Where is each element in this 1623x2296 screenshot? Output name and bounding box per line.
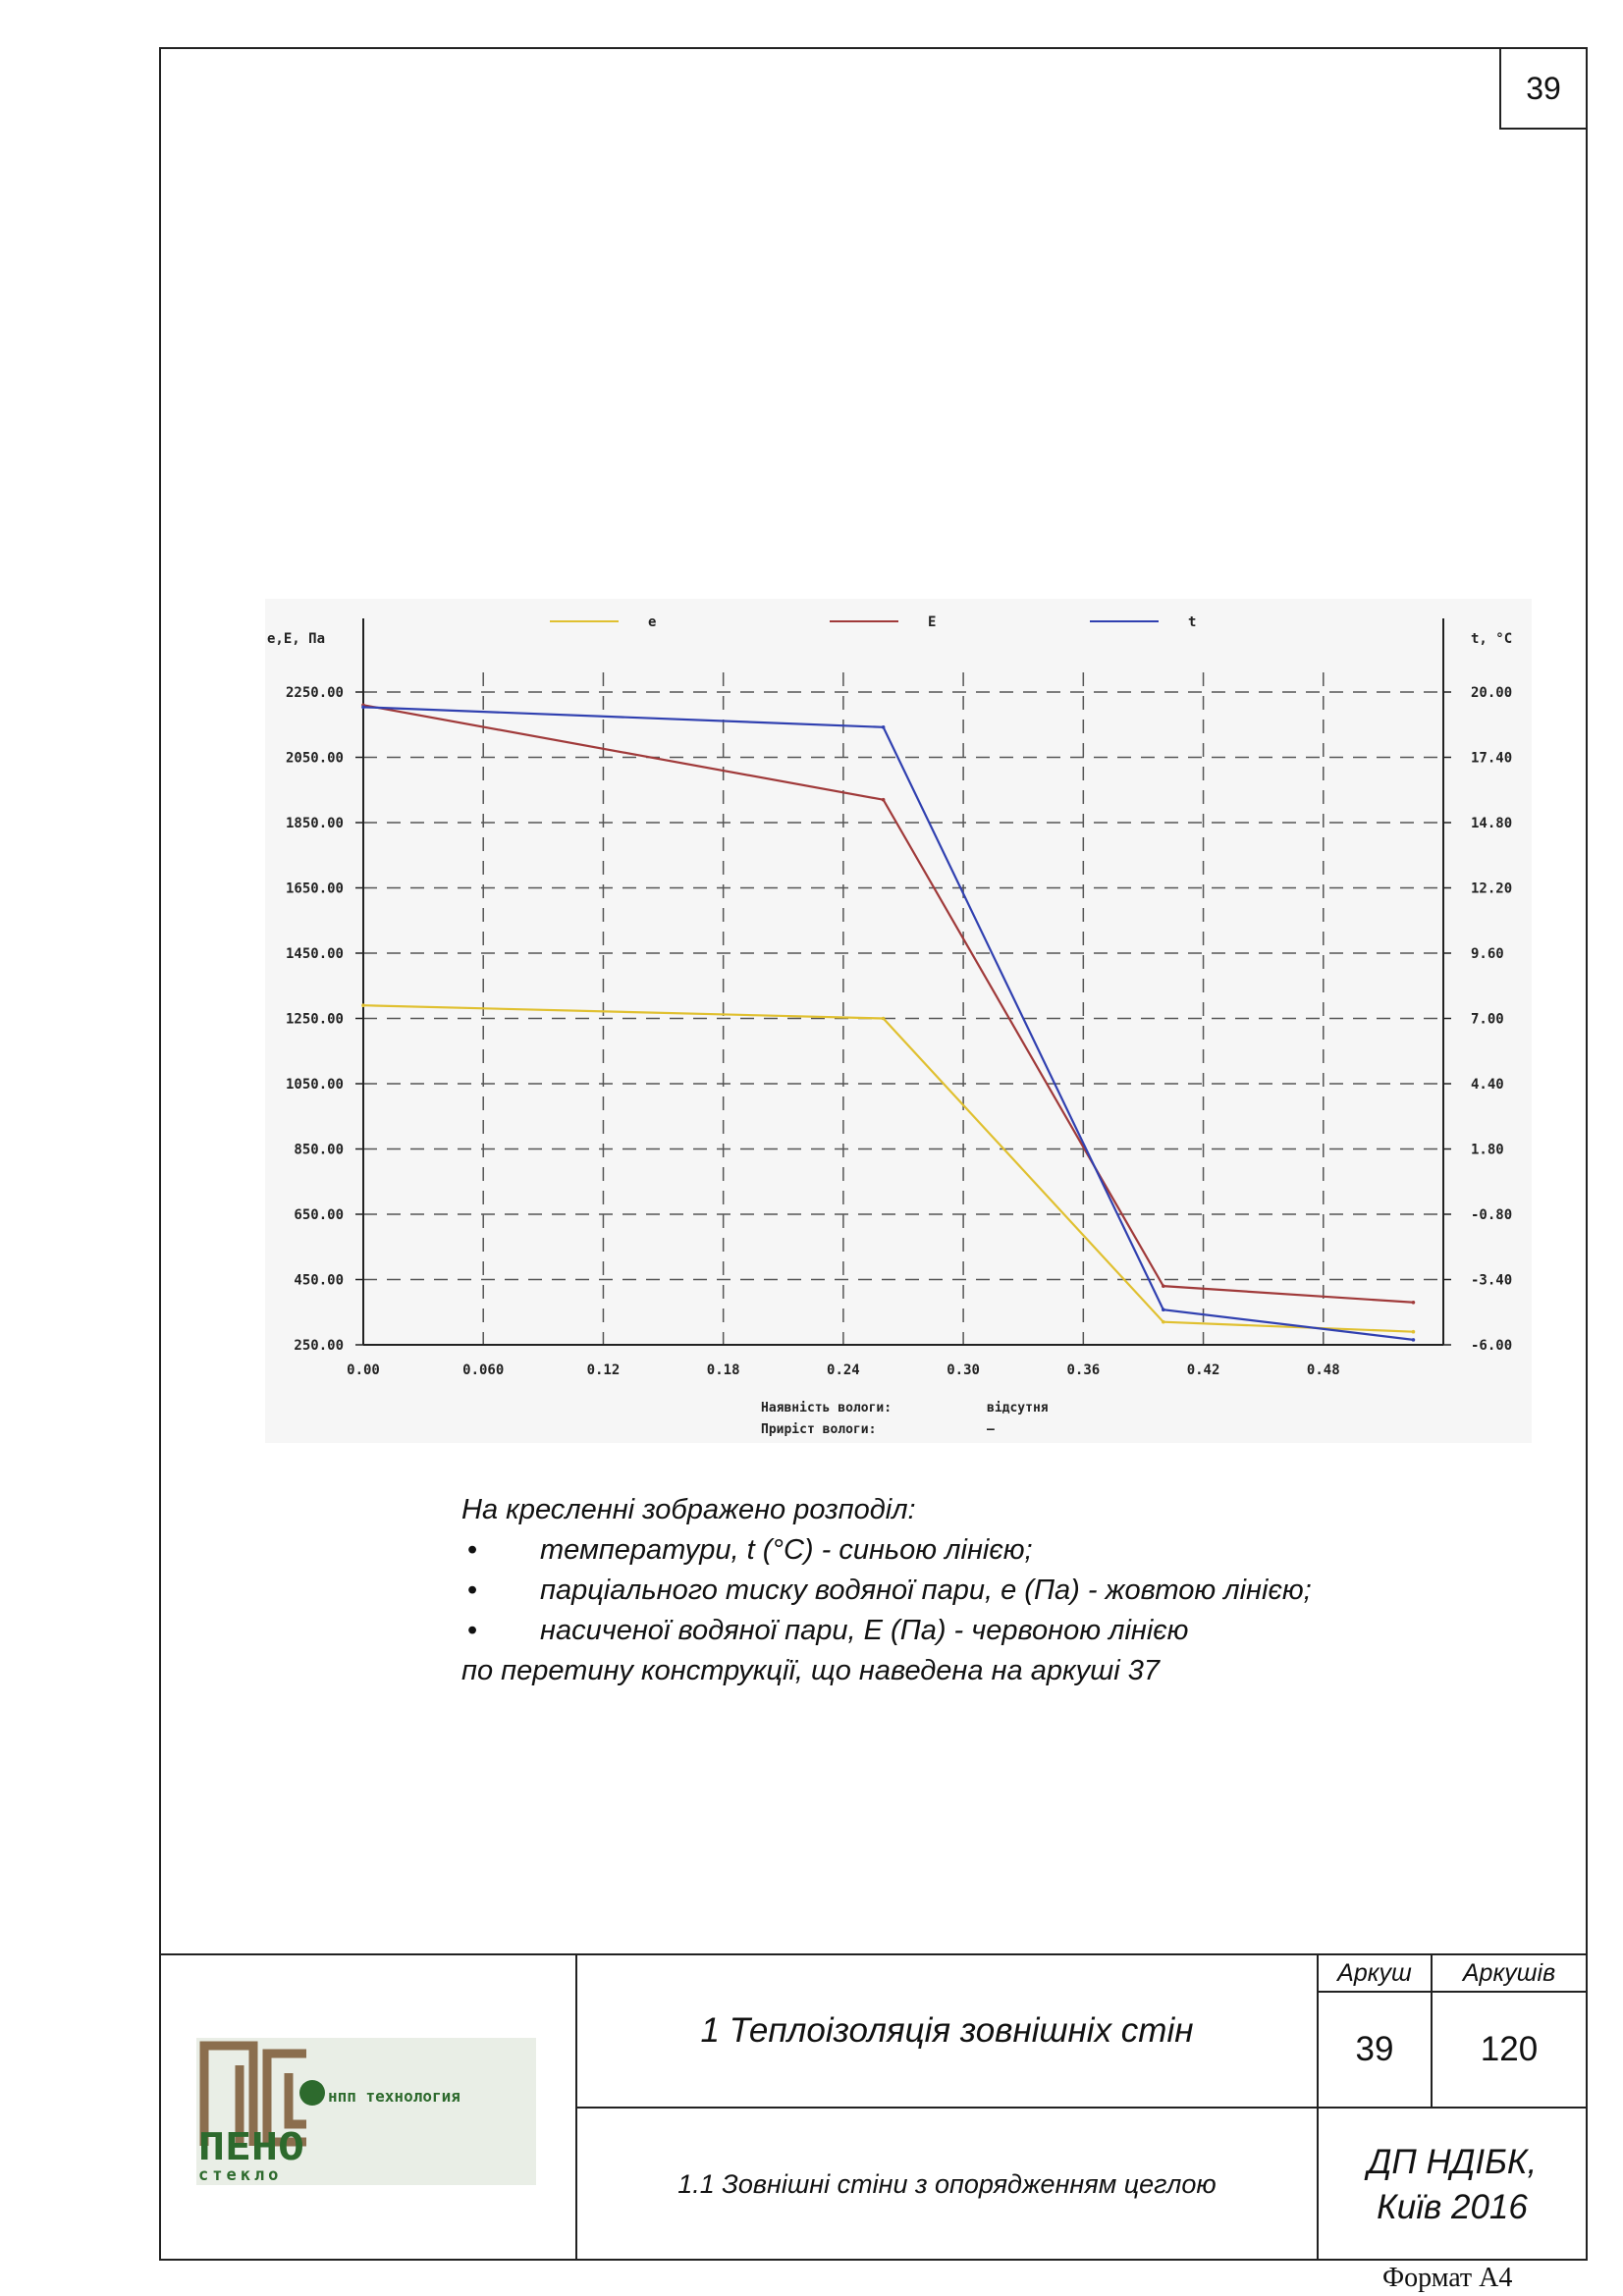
logo-text-sub: стекло <box>198 2165 283 2185</box>
page-number: 39 <box>1499 49 1586 130</box>
annotation-value: відсутня <box>987 1401 1049 1415</box>
y-left-axis-label: e,E, Па <box>267 631 326 647</box>
y-right-tick-label: 7.00 <box>1471 1011 1504 1028</box>
sheet-label: Аркуш <box>1319 1955 1433 1993</box>
y-right-axis-label: t, °C <box>1471 631 1513 647</box>
y-right-tick-label: 12.20 <box>1471 881 1513 897</box>
y-right-tick-label: 1.80 <box>1471 1142 1504 1158</box>
data-point-E <box>1412 1301 1416 1305</box>
title-block <box>159 1953 1588 2261</box>
document-title: 1 Теплоізоляція зовнішніх стін <box>577 1955 1317 2109</box>
y-left-tick-label: 250.00 <box>294 1338 344 1354</box>
logo-text-main: ПЕНО <box>198 2125 304 2168</box>
y-left-tick-label: 1450.00 <box>285 946 344 962</box>
y-left-tick-label: 1850.00 <box>285 816 344 831</box>
y-left-tick-label: 1650.00 <box>285 881 344 897</box>
y-right-tick-label: 20.00 <box>1471 685 1513 701</box>
data-point-t <box>361 706 365 710</box>
y-right-tick-label: 17.40 <box>1471 750 1513 767</box>
data-point-e <box>1412 1330 1416 1334</box>
x-tick-label: 0.24 <box>827 1362 860 1378</box>
x-tick-label: 0.30 <box>947 1362 980 1378</box>
organization <box>1319 2109 1586 2261</box>
series-line-E <box>363 705 1413 1302</box>
y-left-tick-label: 2250.00 <box>285 685 344 701</box>
data-point-t <box>1162 1308 1165 1311</box>
description-intro: На кресленні зображено розподіл: <box>461 1494 916 1525</box>
y-left-tick-label: 2050.00 <box>285 750 344 767</box>
y-right-tick-label: 4.40 <box>1471 1077 1504 1093</box>
data-point-e <box>882 1017 886 1021</box>
logo-text-top: нпп технология <box>328 2087 460 2106</box>
description-list <box>461 1530 1542 1651</box>
data-point-E <box>1162 1284 1165 1288</box>
x-tick-label: 0.00 <box>347 1362 380 1378</box>
y-right-tick-label: -6.00 <box>1471 1338 1513 1354</box>
description-outro: по перетину конструкції, що наведена на аркуші 37 <box>461 1655 1160 1686</box>
legend-label: e <box>648 614 657 630</box>
annotation-label: Наявність вологи: <box>761 1401 893 1415</box>
y-left-tick-label: 450.00 <box>294 1272 344 1289</box>
chart-description <box>461 1490 1542 1691</box>
data-point-E <box>882 798 886 802</box>
x-tick-label: 0.060 <box>462 1362 505 1378</box>
data-point-e <box>361 1003 365 1007</box>
data-point-e <box>1162 1320 1165 1324</box>
moisture-chart <box>265 599 1532 1443</box>
x-tick-label: 0.18 <box>706 1362 740 1378</box>
x-tick-label: 0.36 <box>1066 1362 1101 1378</box>
sheets-label: Аркушів <box>1433 1955 1586 1993</box>
series-line-e <box>363 1005 1413 1332</box>
y-right-tick-label: 9.60 <box>1471 946 1504 962</box>
format-label: Формат А4 <box>1382 2263 1513 2293</box>
organization-line: ДП НДІБК, <box>1367 2142 1538 2181</box>
x-tick-label: 0.42 <box>1186 1362 1220 1378</box>
organization-line: Київ 2016 <box>1377 2187 1528 2226</box>
description-item: • парціального тиску водяної пари, е (Па) - жовтою лінією; <box>461 1571 1542 1611</box>
y-right-tick-label: -0.80 <box>1471 1207 1513 1223</box>
y-left-tick-label: 1050.00 <box>285 1077 344 1093</box>
y-left-tick-label: 650.00 <box>294 1207 344 1223</box>
description-item: • температури, t (°С) - синьою лінією; <box>461 1530 1542 1571</box>
description-item: • насиченої водяної пари, Е (Па) - червоною лінією <box>461 1611 1542 1651</box>
annotation-value: – <box>987 1422 995 1437</box>
annotation-label: Приріст вологи: <box>761 1422 877 1437</box>
legend-label: E <box>928 614 937 630</box>
penosteklo-logo <box>159 1955 577 2261</box>
sheets-value: 120 <box>1433 1993 1586 2109</box>
sheet-value: 39 <box>1319 1993 1433 2109</box>
data-point-t <box>1412 1338 1416 1342</box>
y-right-tick-label: -3.40 <box>1471 1272 1513 1289</box>
legend-label: t <box>1188 614 1197 630</box>
chart-area <box>265 599 1532 1443</box>
x-tick-label: 0.12 <box>586 1362 621 1378</box>
company-logo <box>159 1955 577 2261</box>
data-point-t <box>882 725 886 729</box>
y-left-tick-label: 1250.00 <box>285 1011 344 1028</box>
document-subtitle: 1.1 Зовнішні стіни з опорядженням цеглою <box>677 2169 1217 2199</box>
x-tick-label: 0.48 <box>1306 1362 1340 1378</box>
y-right-tick-label: 14.80 <box>1471 816 1513 831</box>
y-left-tick-label: 850.00 <box>294 1142 344 1158</box>
